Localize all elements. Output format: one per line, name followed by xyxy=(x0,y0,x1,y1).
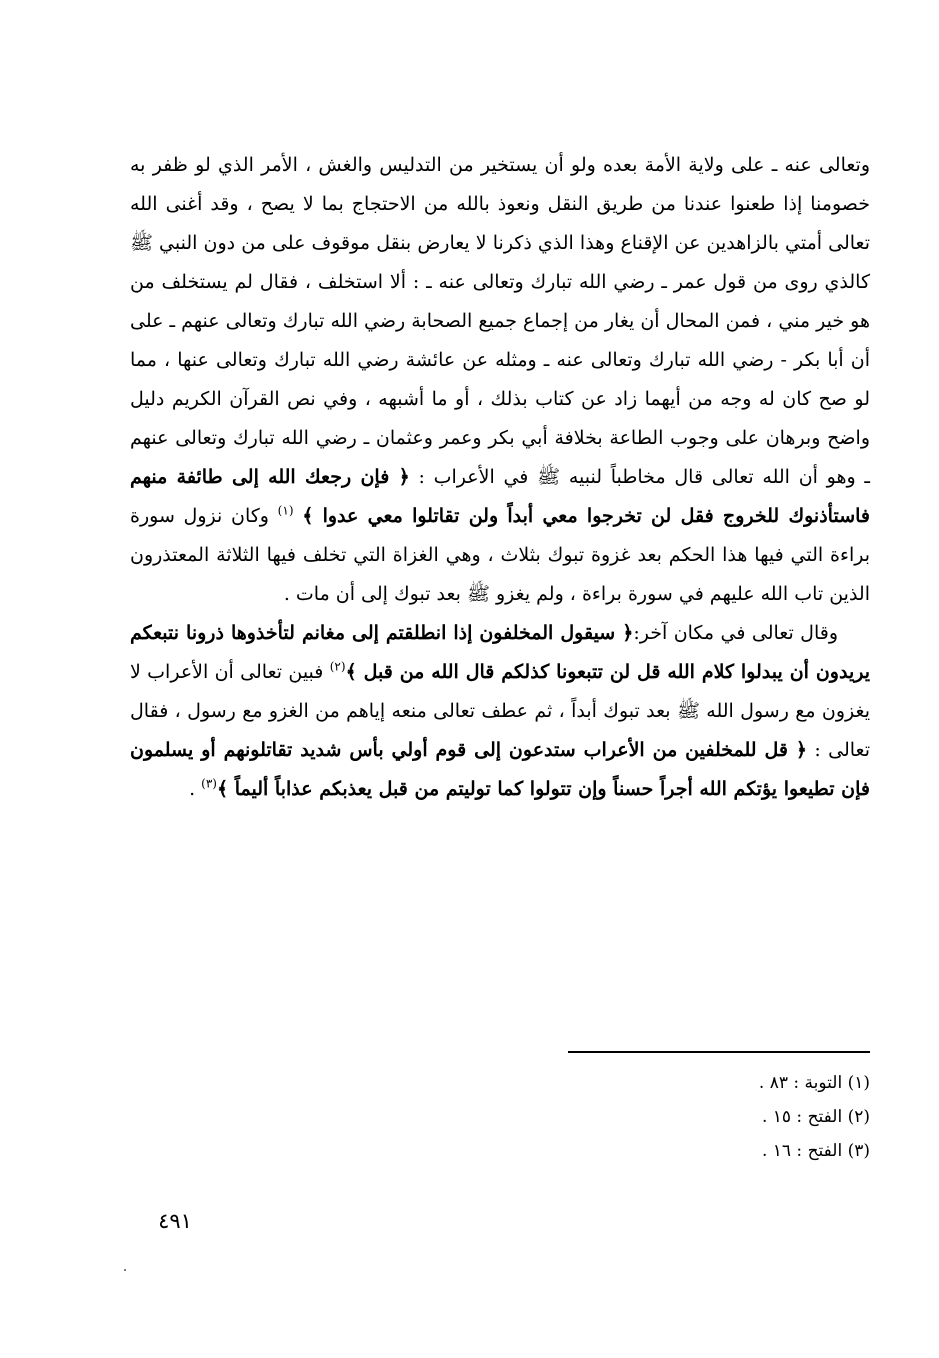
quran-verse-1: ﴿ فإن رجعك الله إلى طائفة منهم فاستأذنوك للخروج فقل لن تخرجوا معي أبداً ولن تقاتلوا معي عدوا ﴾ xyxy=(130,466,870,527)
footnotes xyxy=(400,1066,870,1168)
footnote-ref-3: (٣) xyxy=(201,776,217,791)
paragraph-2-continuation: فبين تعالى أن الأعراب لا يغزون مع رسول الله ﷺ بعد تبوك أبداً ، ثم عطف تعالى منعه إياهم من الغزو مع رسول ، فقال تعالى : xyxy=(130,661,870,761)
page-number: ٤٩١ xyxy=(158,1209,192,1233)
paragraph-1-continuation: وكان نزول سورة براءة التي فيها هذا الحكم بعد غزوة تبوك بثلاث ، وهي الغزاة التي تخلف فيها الثلاثة المعتذرون الذين تاب الله عليهم في سورة براءة ، ولم يغزو ﷺ بعد تبوك إلى أن مات . xyxy=(130,505,870,605)
footnote-ref-2: (٢) xyxy=(329,659,346,674)
scan-speck xyxy=(124,1269,126,1271)
paragraph-2 xyxy=(130,614,870,809)
footnote-3: (٣) الفتح : ١٦ . xyxy=(761,1141,870,1161)
paragraph-1-text: وتعالى عنه ـ على ولاية الأمة بعده ولو أن يستخير من التدليس والغش ، الأمر الذي لو ظفر به خصومنا إذا طعنوا عندنا من طريق النقل ونعوذ بالله من الاحتجاج بما لا يصح ، وقد أغنى الله تعالى أمتي بالزاهدين عن الإقناع وهذا الذي ذكرنا لا يعارض بنقل موقوف على من دون النبي ﷺ كالذي روى من قول عمر ـ رضي الله تبارك وتعالى عنه ـ : ألا استخلف ، فقال لم يستخلف من هو خير مني ، فمن المحال أن يغار من إجماع جميع الصحابة رضي الله تبارك وتعالى عنهم ـ على أن أبا بكر - رضي الله تبارك وتعالى عنه ـ ومثله عن عائشة رضي الله تبارك وتعالى عنها ، مما لو صح كان له وجه من أيهما زاد عن كتاب بذلك ، أو ما أشبهه ، وفي نص القرآن الكريم دليل واضح وبرهان على وجوب الطاعة بخلافة أبي بكر وعمر وعثمان ـ رضي الله تبارك وتعالى عنهم ـ وهو أن الله تعالى قال مخاطباً لنبيه ﷺ في الأعراب : xyxy=(130,154,871,488)
footnote-divider xyxy=(568,1051,870,1053)
quran-verse-3: ﴿ قل للمخلفين من الأعراب ستدعون إلى قوم أولي بأس شديد تقاتلونهم أو يسلمون فإن تطيعوا يؤتكم الله أجراً حسناً وإن تتولوا كما توليتم من قبل يعذبكم عذاباً أليماً ﴾ xyxy=(130,739,870,800)
footnote-ref-1: (١) xyxy=(277,503,294,518)
paragraph-2-end: . xyxy=(189,778,196,800)
footnote-1: (١) التوبة : ٨٣ . xyxy=(758,1073,870,1093)
paragraph-1 xyxy=(130,146,870,614)
paragraph-2-text: وقال تعالى في مكان آخر: xyxy=(633,622,839,644)
main-text xyxy=(130,146,870,809)
footnote-2: (٢) الفتح : ١٥ . xyxy=(761,1107,870,1127)
quran-verse-2: ﴿ سيقول المخلفون إذا انطلقتم إلى مغانم لتأخذوها ذرونا نتبعكم يريدون أن يبدلوا كلام الله قل لن تتبعونا كذلكم قال الله من قبل ﴾ xyxy=(130,622,871,683)
